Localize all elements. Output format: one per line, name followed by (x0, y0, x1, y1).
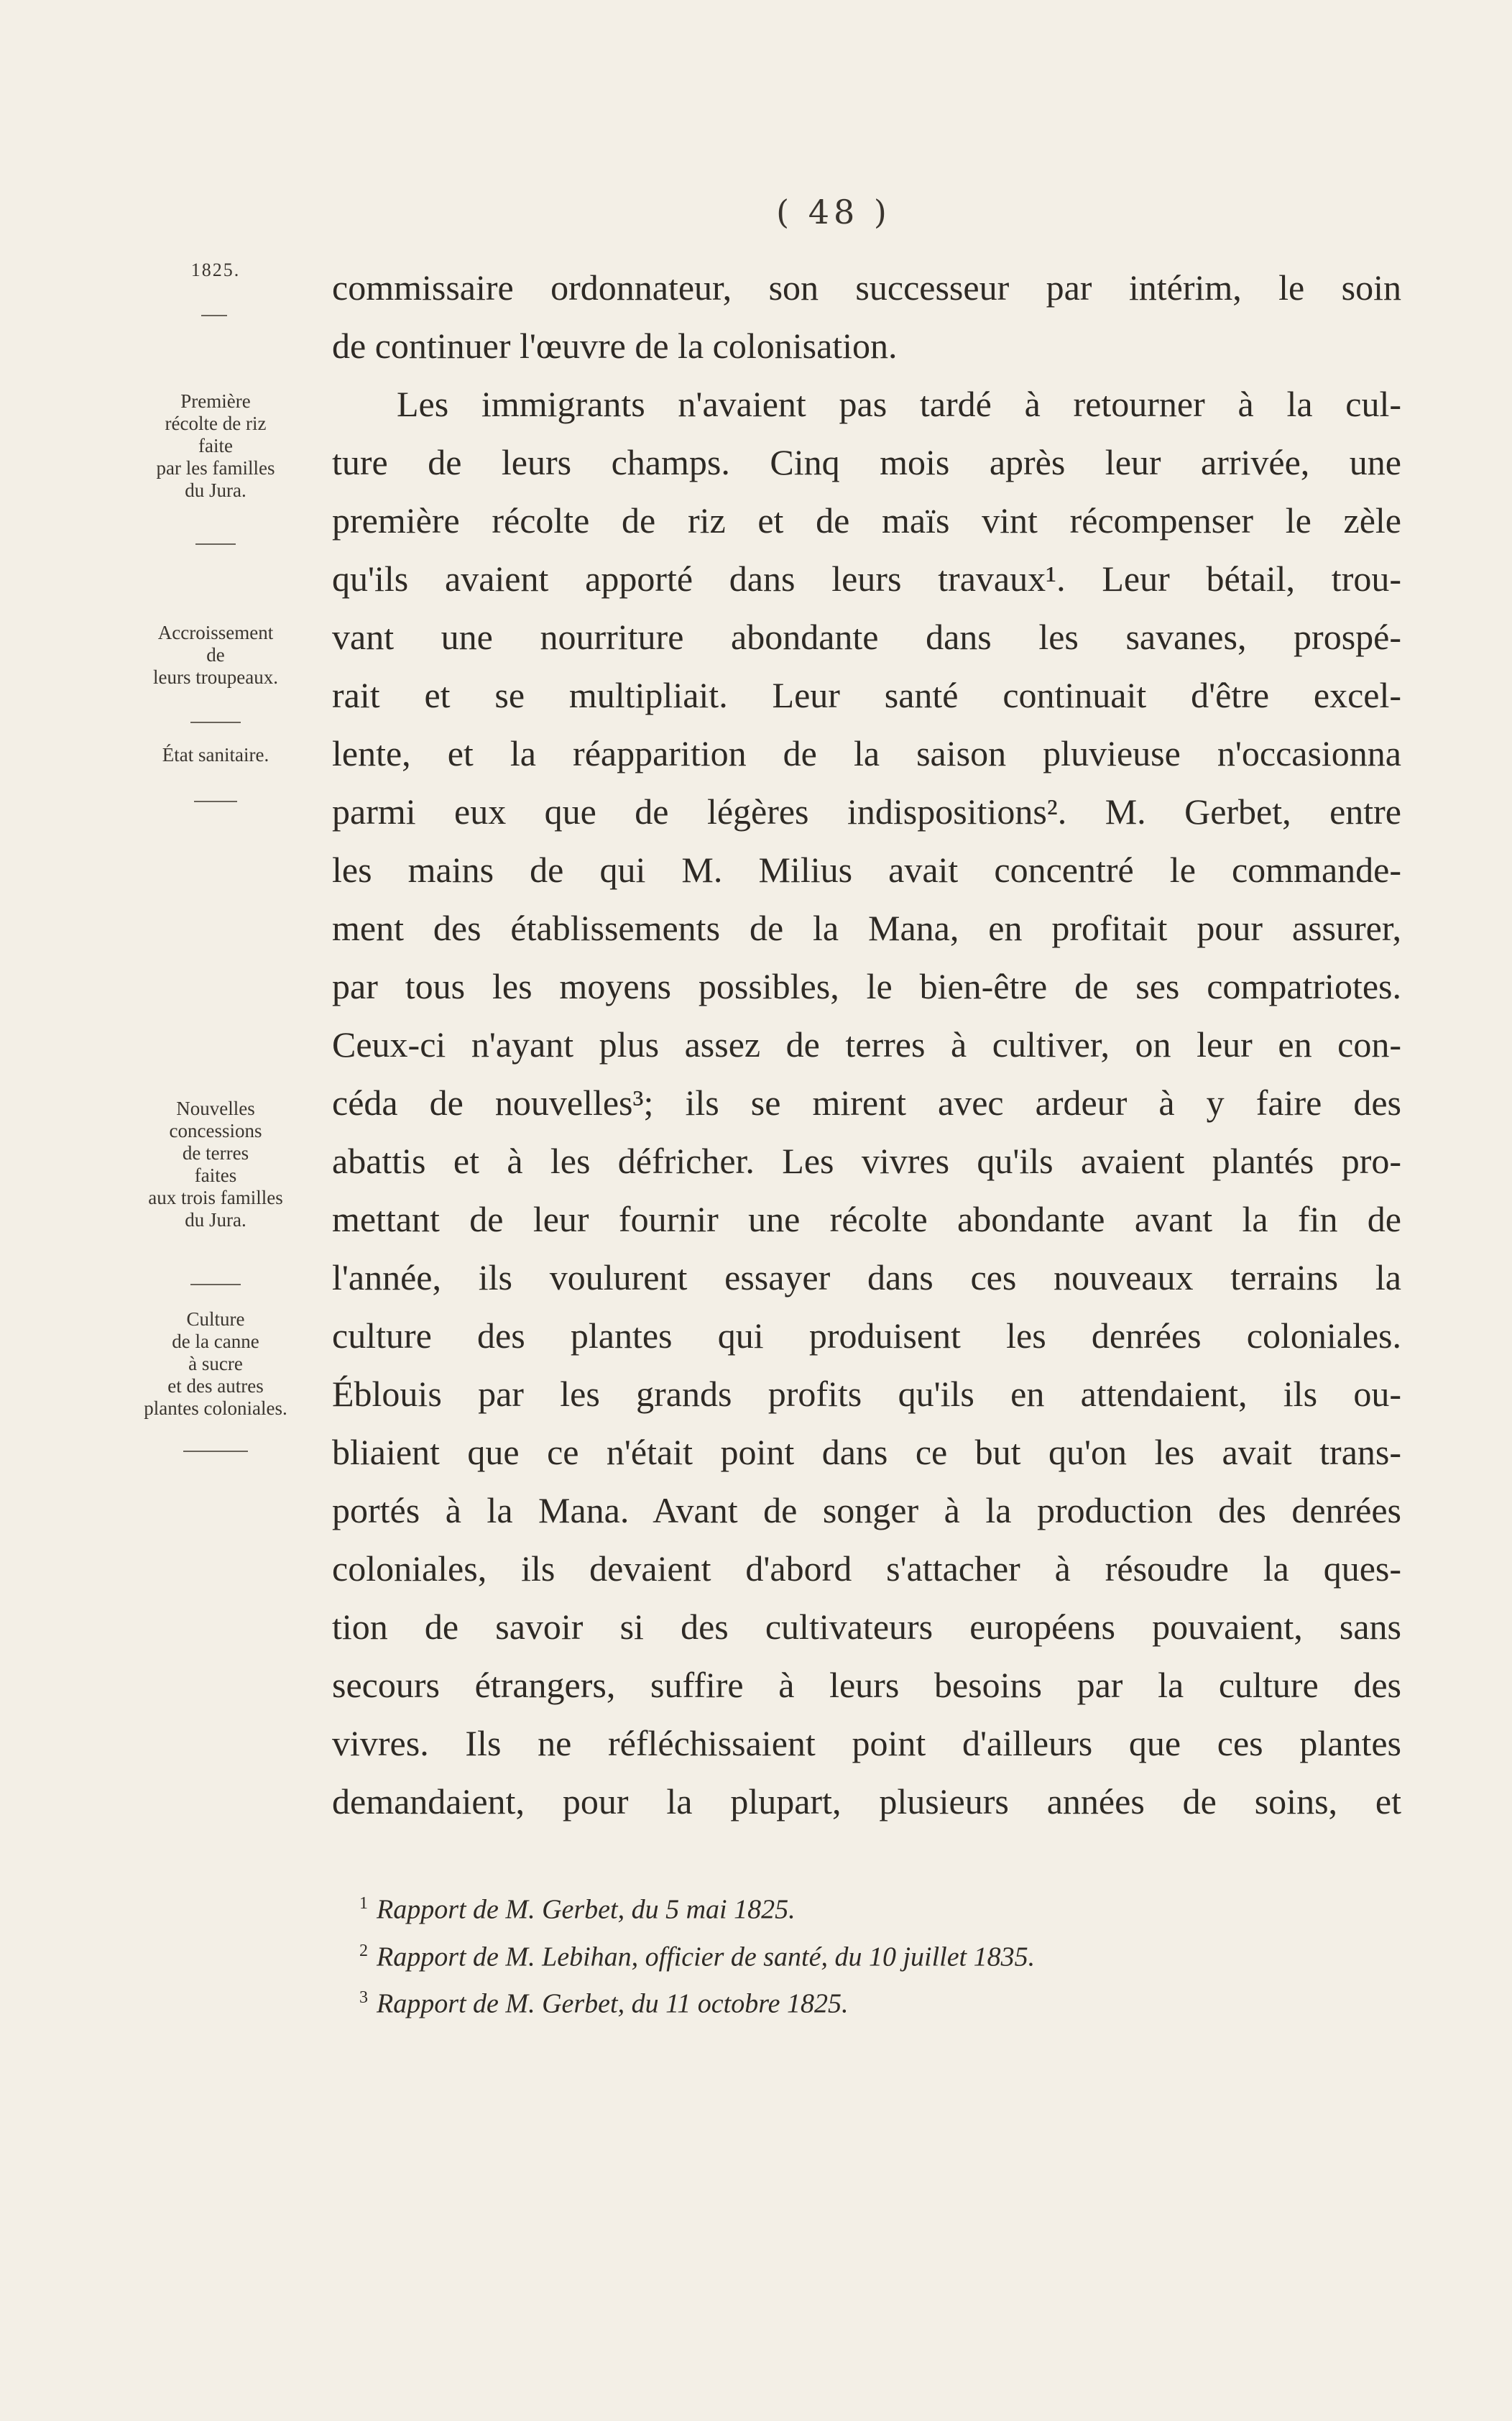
text-line: Éblouis par les grands profits qu'ils en attendaient, ils ou- (332, 1374, 1401, 1414)
sidenote-sugar-cane: Culture de la canne à sucre et des autres plantes coloniales. (144, 1308, 287, 1419)
sidenote-year: 1825. (190, 259, 241, 280)
margin-rule (183, 1451, 248, 1452)
sidenote-health: État sanitaire. (162, 744, 269, 766)
footnotes (359, 1883, 1365, 2025)
text-line: culture des plantes qui produisent les denrées coloniales. (332, 1315, 1401, 1356)
text-line: de continuer l'œuvre de la colonisation. (332, 326, 898, 366)
text-line: tion de savoir si des cultivateurs européens pouvaient, sans (332, 1607, 1401, 1647)
footnote: $^1$ Rapport de M. Gerbet, du 5 mai 1825. (359, 1894, 796, 1925)
text-line: portés à la Mana. Avant de songer à la production des denrées (332, 1490, 1401, 1530)
margin-rule (194, 801, 237, 802)
body-text (332, 259, 1401, 1831)
text-line: les mains de qui M. Milius avait concentré le commande- (332, 850, 1401, 890)
page-number: ( 48 ) (776, 193, 891, 231)
margin-rule (190, 1284, 241, 1285)
footnote: $^2$ Rapport de M. Lebihan, officier de santé, du 10 juillet 1835. (359, 1941, 1036, 1972)
sidenote-first-harvest: Première récolte de riz faite par les familles du Jura. (156, 390, 275, 501)
text-line: abattis et à les défricher. Les vivres qu'ils avaient plantés pro- (332, 1141, 1401, 1181)
text-line: Les immigrants n'avaient pas tardé à retourner à la cul- (397, 384, 1401, 424)
footnote: $^3$ Rapport de M. Gerbet, du 11 octobre 1825. (359, 1988, 849, 2019)
text-line: secours étrangers, suffire à leurs besoins par la culture des (332, 1665, 1401, 1705)
sidenote-herd-growth: Accroissement de leurs troupeaux. (153, 622, 278, 688)
text-line: l'année, ils voulurent essayer dans ces nouveaux terrains la (332, 1257, 1401, 1297)
text-line: demandaient, pour la plupart, plusieurs années de soins, et (332, 1781, 1401, 1822)
text-line: vant une nourriture abondante dans les savanes, prospé- (332, 617, 1401, 657)
text-line: par tous les moyens possibles, le bien-être de ses compatriotes. (332, 966, 1401, 1006)
text-line: bliaient que ce n'était point dans ce but qu'on les avait trans- (332, 1432, 1401, 1472)
text-line: ment des établissements de la Mana, en profitait pour assurer, (332, 908, 1401, 948)
text-line: vivres. Ils ne réfléchissaient point d'ailleurs que ces plantes (332, 1723, 1401, 1763)
sidenote-new-concessions: Nouvelles concessions de terres faites aux trois familles du Jura. (148, 1098, 283, 1231)
text-line: coloniales, ils devaient d'abord s'attacher à résoudre la ques- (332, 1548, 1401, 1589)
text-line: qu'ils avaient apporté dans leurs travaux¹. Leur bétail, trou- (332, 559, 1401, 599)
text-line: rait et se multipliait. Leur santé continuait d'être excel- (332, 675, 1401, 715)
text-line: commissaire ordonnateur, son successeur par intérim, le soin (332, 267, 1401, 308)
text-line: céda de nouvelles³; ils se mirent avec ardeur à y faire des (332, 1083, 1401, 1123)
text-line: mettant de leur fournir une récolte abondante avant la fin de (332, 1199, 1401, 1239)
margin-rule (201, 315, 227, 316)
text-line: parmi eux que de légères indispositions². M. Gerbet, entre (332, 791, 1401, 832)
margin-rule (190, 722, 241, 723)
text-line: première récolte de riz et de maïs vint récompenser le zèle (332, 500, 1401, 541)
text-line: lente, et la réapparition de la saison pluvieuse n'occasionna (332, 733, 1401, 773)
text-line: Ceux-ci n'ayant plus assez de terres à cultiver, on leur en con- (332, 1024, 1401, 1065)
text-line: ture de leurs champs. Cinq mois après leur arrivée, une (332, 442, 1401, 482)
margin-rule (195, 543, 236, 545)
